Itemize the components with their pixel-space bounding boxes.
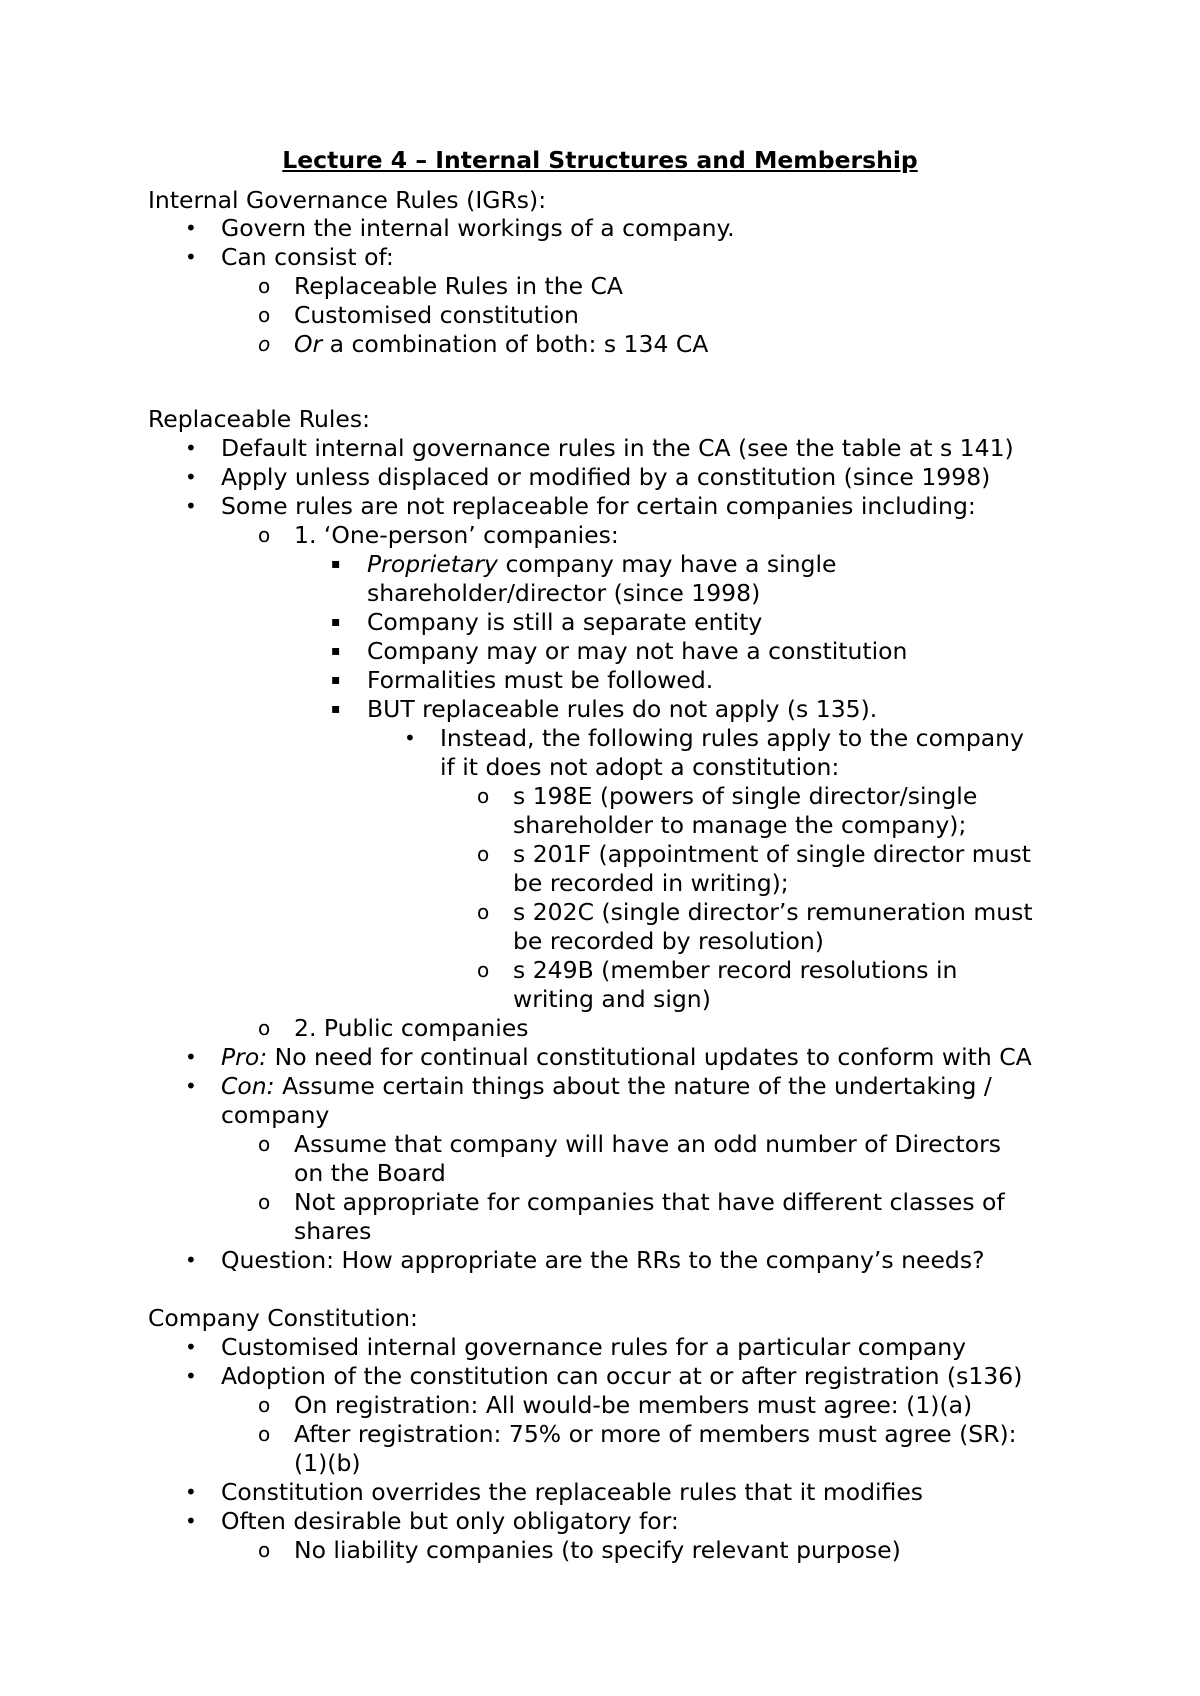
list-item: Adoption of the constitution can occur at or after registration (s136) [221,1362,1023,1390]
list-item: Replaceable Rules in the CA [294,272,624,300]
list-item [221,1043,1032,1072]
section-heading-rr: Replaceable Rules: [148,405,371,433]
list-item: Apply unless displaced or modified by a constitution (since 1998) [221,463,991,491]
list-item: Customised constitution [294,301,579,329]
list-item: s 198E (powers of single director/single [513,782,978,810]
list-item: Question: How appropriate are the RRs to the company’s needs? [221,1246,985,1274]
list-item-text: No need for continual constitutional updates to conform with CA [267,1043,1032,1071]
square-marker: ▪ [331,643,341,659]
list-item: Default internal governance rules in the CA (see the table at s 141) [221,434,1014,462]
bullet-marker: • [185,1248,197,1272]
bullet-marker: • [185,1364,197,1388]
circle-marker: o [477,842,490,866]
list-item [221,1072,992,1101]
list-item-continuation: shares [294,1217,372,1245]
emphasis-text: Proprietary [367,550,498,578]
list-item: Some rules are not replaceable for certain companies including: [221,492,976,520]
list-item-continuation: company [221,1101,330,1129]
list-item-continuation: writing and sign) [513,985,711,1013]
list-item-text: a combination of both: s 134 CA [322,330,709,358]
circle-marker: o [258,274,271,298]
list-item-continuation: if it does not adopt a constitution: [440,753,840,781]
list-item: Formalities must be followed. [367,666,714,694]
square-marker: ▪ [331,701,341,717]
circle-marker: o [258,332,271,356]
circle-marker: o [258,1393,271,1417]
bullet-marker: • [185,1074,197,1098]
square-marker: ▪ [331,672,341,688]
square-marker: ▪ [331,556,341,572]
list-item: Customised internal governance rules for a particular company [221,1333,967,1361]
list-item: s 202C (single director’s remuneration must [513,898,1033,926]
list-item: s 201F (appointment of single director must [513,840,1031,868]
bullet-marker: • [185,1509,197,1533]
list-item: Can consist of: [221,243,394,271]
circle-marker: o [258,303,271,327]
list-item: Assume that company will have an odd number of Directors [294,1130,1002,1158]
list-item: Govern the internal workings of a company. [221,214,735,242]
bullet-marker: • [185,216,197,240]
list-item: Instead, the following rules apply to the company [440,724,1024,752]
section-heading-cc: Company Constitution: [148,1304,418,1332]
page-title: Lecture 4 – Internal Structures and Membership [282,146,918,174]
bullet-marker: • [185,465,197,489]
emphasis-text: Pro: [221,1043,268,1071]
circle-marker: o [258,1132,271,1156]
list-item: s 249B (member record resolutions in [513,956,958,984]
bullet-marker: • [185,1045,197,1069]
list-item-continuation: be recorded in writing); [513,869,789,897]
list-item: 1. ‘One-person’ companies: [294,521,619,549]
bullet-marker: • [404,726,416,750]
square-marker: ▪ [331,614,341,630]
circle-marker: o [258,1016,271,1040]
circle-marker: o [258,1538,271,1562]
list-item-continuation: shareholder/director (since 1998) [367,579,761,607]
list-item [367,550,836,579]
emphasis-text: Con: [221,1072,275,1100]
list-item: Not appropriate for companies that have different classes of [294,1188,1005,1216]
list-item: Constitution overrides the replaceable rules that it modifies [221,1478,924,1506]
bullet-marker: • [185,1335,197,1359]
list-item: BUT replaceable rules do not apply (s 135). [367,695,878,723]
bullet-marker: • [185,436,197,460]
emphasis-text: Or [294,330,323,358]
circle-marker: o [258,1190,271,1214]
list-item-continuation: be recorded by resolution) [513,927,824,955]
list-item-text: Assume certain things about the nature of the undertaking / [274,1072,992,1100]
list-item: Often desirable but only obligatory for: [221,1507,679,1535]
circle-marker: o [477,900,490,924]
bullet-marker: • [185,494,197,518]
list-item: After registration: 75% or more of members must agree (SR): [294,1420,1017,1448]
list-item-continuation: (1)(b) [294,1449,361,1477]
list-item: 2. Public companies [294,1014,529,1042]
list-item [294,330,708,359]
list-item-continuation: shareholder to manage the company); [513,811,967,839]
bullet-marker: • [185,1480,197,1504]
list-item-text: company may have a single [497,550,837,578]
list-item-continuation: on the Board [294,1159,446,1187]
circle-marker: o [477,958,490,982]
list-item: No liability companies (to specify relevant purpose) [294,1536,901,1564]
list-item: On registration: All would-be members must agree: (1)(a) [294,1391,973,1419]
list-item: Company may or may not have a constitution [367,637,908,665]
list-item: Company is still a separate entity [367,608,763,636]
circle-marker: o [477,784,490,808]
circle-marker: o [258,523,271,547]
circle-marker: o [258,1422,271,1446]
section-heading-igr: Internal Governance Rules (IGRs): [148,186,547,214]
bullet-marker: • [185,245,197,269]
